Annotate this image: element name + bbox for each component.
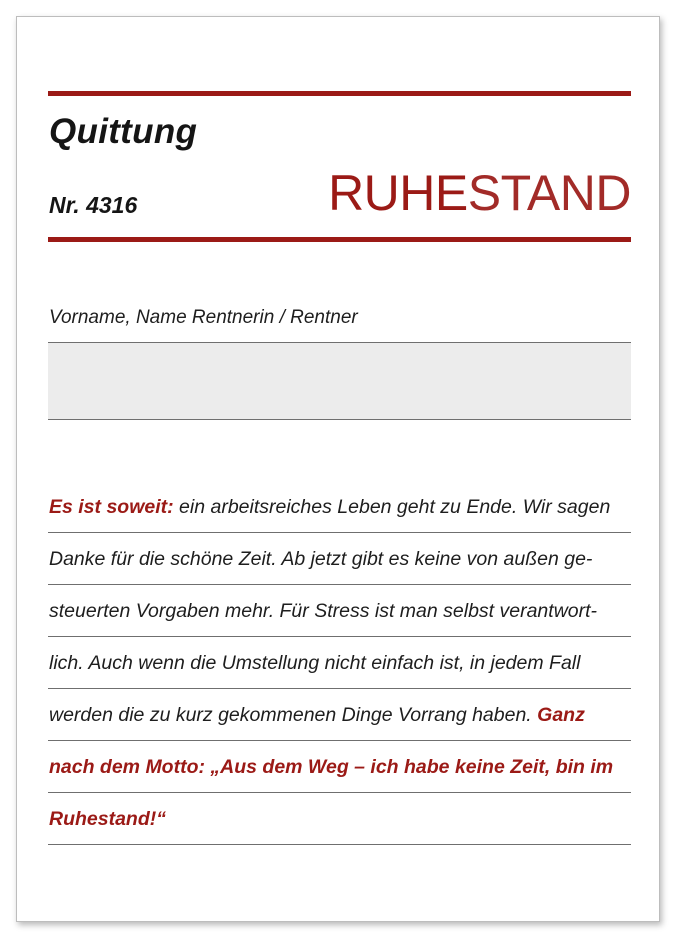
text-line xyxy=(48,741,631,793)
text-body: werden die zu kurz gekommenen Dinge Vorrang haben. xyxy=(49,704,538,726)
header-bottom-rule xyxy=(48,237,631,242)
logo-part-bold: RUHE xyxy=(328,165,468,221)
receipt-number: Nr. 4316 xyxy=(49,192,138,218)
text-body: steuerten Vorgaben mehr. Für Stress ist man selbst verantwort- xyxy=(49,600,598,622)
text-line xyxy=(48,533,631,585)
text-highlight: Es ist soweit: xyxy=(49,496,174,518)
name-field-label: Vorname, Name Rentnerin / Rentner xyxy=(49,307,358,328)
header-top-rule xyxy=(48,91,631,96)
text-body: Danke für die schöne Zeit. Ab jetzt gibt es keine von außen ge- xyxy=(49,548,593,570)
name-field[interactable] xyxy=(48,342,631,420)
text-line xyxy=(48,793,631,845)
receipt-title: Quittung xyxy=(49,112,198,151)
ruhestand-logo xyxy=(328,165,631,221)
text-body: lich. Auch wenn die Umstellung nicht einfach ist, in jedem Fall xyxy=(49,652,581,674)
text-line xyxy=(48,585,631,637)
logo-part-light: STAND xyxy=(467,165,631,221)
text-line xyxy=(48,689,631,741)
text-body: ein arbeitsreiches Leben geht zu Ende. Wir sagen xyxy=(173,496,611,518)
receipt-text xyxy=(48,481,631,845)
text-line xyxy=(48,481,631,533)
text-line xyxy=(48,637,631,689)
text-highlight: nach dem Motto: „Aus dem Weg – ich habe keine Zeit, bin im xyxy=(49,756,614,778)
text-highlight: Ganz xyxy=(537,704,585,726)
text-highlight: Ruhestand!“ xyxy=(49,808,166,830)
